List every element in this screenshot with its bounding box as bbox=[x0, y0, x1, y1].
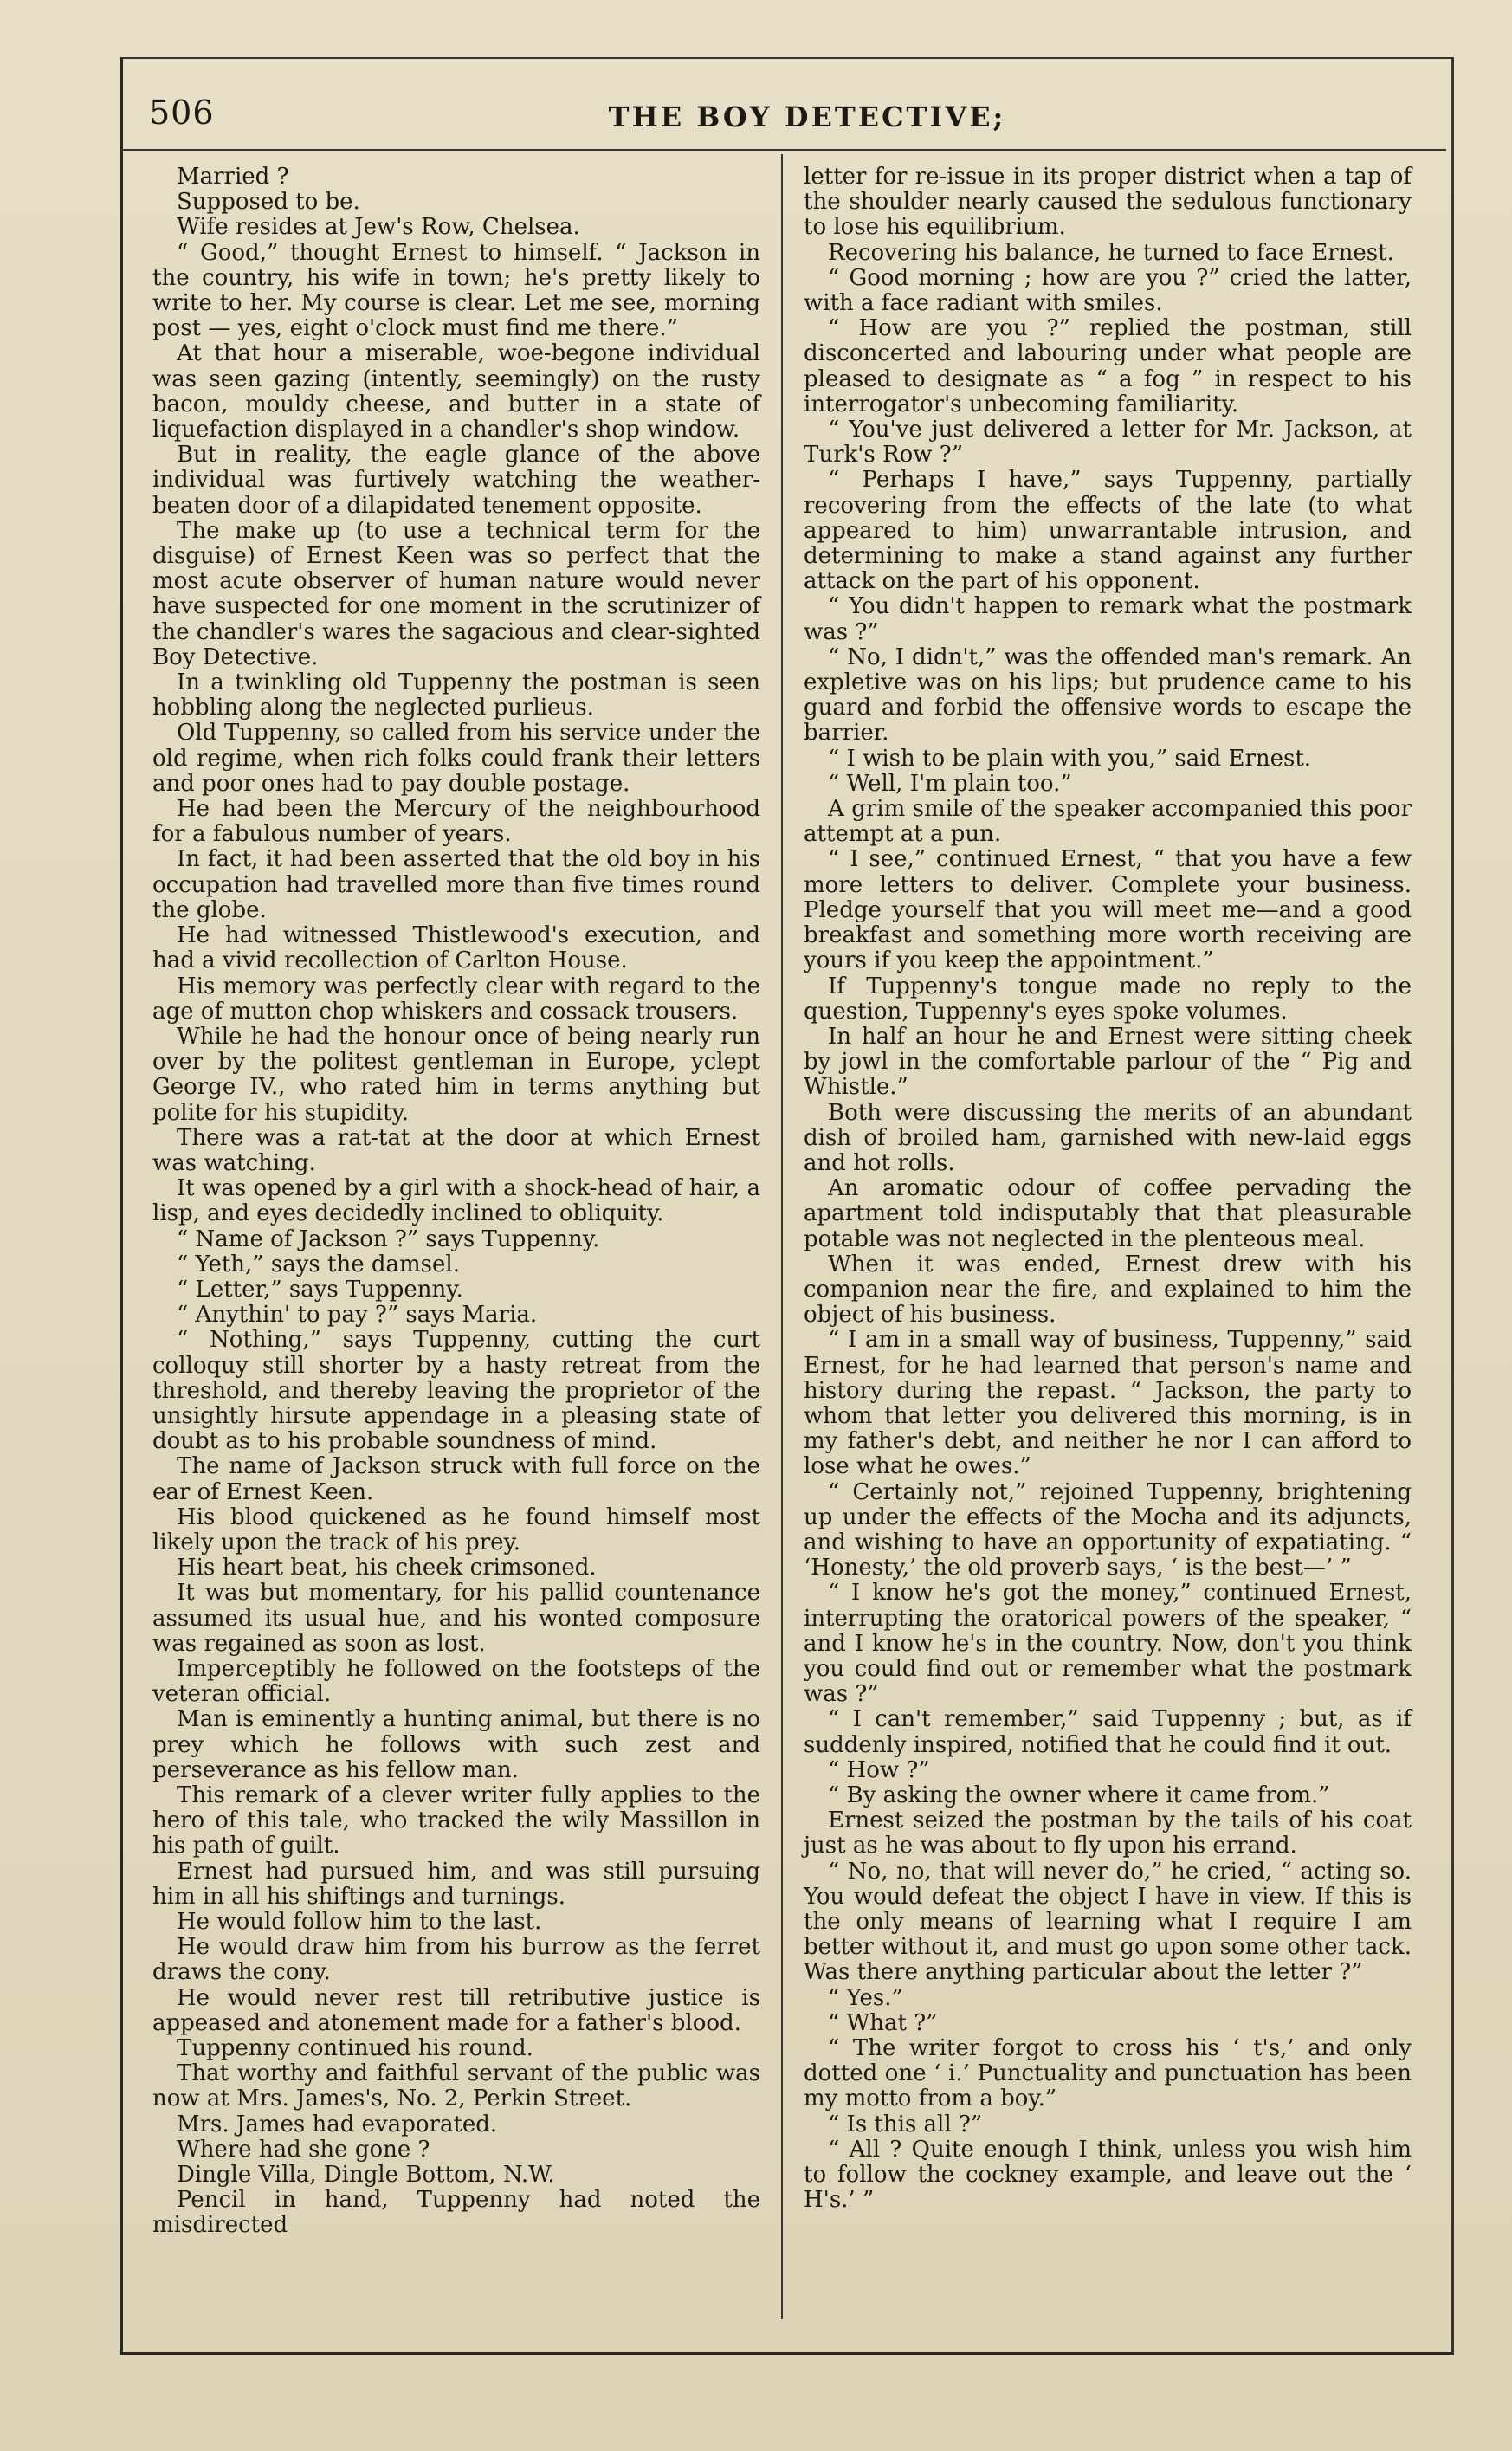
paragraph: letter for re-issue in its proper district when a tap of the shoulder nearly caused the sedulous functionary to lose his equilibrium. bbox=[804, 164, 1412, 241]
paragraph: In a twinkling old Tuppenny the postman is seen hobbling along the neglected purlieus. bbox=[152, 669, 760, 721]
paragraph: Dingle Villa, Dingle Bottom, N.W. bbox=[177, 2162, 555, 2189]
paragraph: At that hour a miserable, woe-begone individual was seen gazing (intently, seemingly) on the rusty bacon, mouldy cheese, and butter in a state of liquefaction displayed in a chandler's shop window. bbox=[152, 340, 760, 443]
paragraph: In half an hour he and Ernest were sitting cheek by jowl in the comfortable parlour of the “ Pig and Whistle.” bbox=[804, 1023, 1412, 1101]
paragraph: Wife resides at Jew's Row, Chelsea. bbox=[177, 214, 580, 241]
paragraph: He had witnessed Thistlewood's execution, and had a vivid recollection of Carlton House. bbox=[152, 922, 760, 974]
paragraph: But in reality, the eagle glance of the above individual was furtively watching the weather-beaten door of a dilapidated tenement opposite. bbox=[152, 442, 760, 519]
paragraph: Both were discussing the merits of an abundant dish of broiled ham, garnished with new-laid eggs and hot rolls. bbox=[804, 1099, 1412, 1176]
paragraph: When it was ended, Ernest drew with his companion near the fire, and explained to him the object of his business. bbox=[804, 1251, 1412, 1329]
paragraph: Ernest had pursued him, and was still pursuing him in all his shiftings and turnings. bbox=[152, 1858, 760, 1910]
paragraph: Where had she gone ? bbox=[177, 2136, 430, 2163]
paragraph: “ I am in a small way of business, Tuppenny,” said Ernest, for he had learned that person's name and history during the repast. “ Jackson, the party to whom that letter you delivered this morning, is in my father's debt, and neither he nor I can afford to lose what he owes.” bbox=[804, 1327, 1412, 1480]
paragraph: “ Perhaps I have,” says Tuppenny, partially recovering from the effects of the late (to what appeared to him) unwarrantable intrusion, and determining to make a stand against any further attack on the part of his opponent. bbox=[804, 467, 1412, 595]
paragraph: Ernest seized the postman by the tails of his coat just as he was about to fly upon his errand. bbox=[804, 1808, 1412, 1859]
paragraph: “ Letter,” says Tuppenny. bbox=[177, 1276, 463, 1303]
paragraph: His memory was perfectly clear with regard to the age of mutton chop whiskers and cossack trousers. bbox=[152, 973, 760, 1025]
paragraph: Pencil in hand, Tuppenny had noted the misdirected bbox=[152, 2187, 760, 2239]
paragraph: “ How ?” bbox=[828, 1756, 930, 1783]
paragraph: “ Is this all ?” bbox=[828, 2111, 983, 2137]
paragraph: “ What ?” bbox=[828, 2009, 938, 2036]
paragraph: Man is eminently a hunting animal, but there is no prey which he follows with such zest and perseverance as his fellow man. bbox=[152, 1706, 760, 1783]
paragraph: While he had the honour once of being nearly run over by the politest gentleman in Europe, yclept George IV., who rated him in terms anything but polite for his stupidity. bbox=[152, 1023, 760, 1126]
paragraph: “ All ? Quite enough I think, unless you wish him to follow the cockney example, and leave out the ‘ H's.’ ” bbox=[804, 2136, 1412, 2214]
paragraph: “ Well, I'm plain too.” bbox=[828, 770, 1072, 797]
paragraph: He had been the Mercury of the neighbourhood for a fabulous number of years. bbox=[152, 796, 760, 848]
paragraph: In fact, it had been asserted that the old boy in his occupation had travelled more than five times round the globe. bbox=[152, 846, 760, 923]
paragraph: There was a rat-tat at the door at which Ernest was watching. bbox=[152, 1124, 760, 1176]
paragraph: He would draw him from his burrow as the ferret draws the cony. bbox=[152, 1934, 760, 1986]
paragraph: It was but momentary, for his pallid countenance assumed its usual hue, and his wonted composure was regained as soon as lost. bbox=[152, 1580, 760, 1657]
paragraph: “ Name of Jackson ?” says Tuppenny. bbox=[177, 1226, 600, 1252]
paragraph: “ Yes.” bbox=[828, 1984, 903, 2011]
header-rule bbox=[121, 149, 1446, 151]
paragraph: His heart beat, his cheek crimsoned. bbox=[177, 1555, 597, 1581]
page-number: 506 bbox=[149, 94, 215, 132]
paragraph: Married ? bbox=[177, 164, 289, 190]
paragraph: Supposed to be. bbox=[177, 189, 360, 216]
paragraph: The make up (to use a technical term for the disguise) of Ernest Keen was so perfect that the most acute observer of human nature would never have suspected for one moment in the scrutinizer of the chandler's wares the sagacious and clear-sighted Boy Detective. bbox=[152, 517, 760, 670]
paragraph: Imperceptibly he followed on the footsteps of the veteran official. bbox=[152, 1655, 760, 1708]
paragraph: Tuppenny continued his round. bbox=[177, 2035, 533, 2062]
paragraph: He would never rest till retributive justice is appeased and atonement made for a father's blood. bbox=[152, 1984, 760, 2036]
paragraph: “ No, no, that will never do,” he cried, “ acting so. You would defeat the object I have in view. If this is the only means of learning what I require I am better without it, and must go upon some other tack. Was there anything particular about the letter ?” bbox=[804, 1858, 1412, 1986]
paragraph: An aromatic odour of coffee pervading the apartment told indisputably that that pleasurable potable was not neglected in the plenteous meal. bbox=[804, 1175, 1412, 1252]
paragraph: “ How are you ?” replied the postman, still disconcerted and labouring under what people are pleased to designate as “ a fog ” in respect to his interrogator's unbecoming familiarity. bbox=[804, 315, 1412, 417]
paragraph: “ I see,” continued Ernest, “ that you have a few more letters to deliver. Complete your business. Pledge yourself that you will meet me—and a good breakfast and something more worth receiving are yours if you keep the appointment.” bbox=[804, 846, 1412, 974]
left-column bbox=[152, 165, 760, 2239]
paragraph: “ Certainly not,” rejoined Tuppenny, brightening up under the effects of the Mocha and its adjuncts, and wishing to have an opportunity of expatiating. “ ‘Honesty,’ the old proverb says, ‘ is the best—’ ” bbox=[804, 1478, 1412, 1581]
paragraph: “ I wish to be plain with you,” said Ernest. bbox=[828, 745, 1312, 772]
page-header bbox=[149, 94, 1431, 142]
paragraph: “ The writer forgot to cross his ‘ t's,’ and only dotted one ‘ i.’ Punctuality and punctuation has been my motto from a boy.” bbox=[804, 2035, 1412, 2112]
paragraph: If Tuppenny's tongue made no reply to the question, Tuppenny's eyes spoke volumes. bbox=[804, 973, 1412, 1025]
paragraph: “ Nothing,” says Tuppenny, cutting the curt colloquy still shorter by a hasty retreat from the threshold, and thereby leaving the proprietor of the unsightly hirsute appendage in a pleasing state of doubt as to his probable soundness of mind. bbox=[152, 1327, 760, 1455]
paragraph: That worthy and faithful servant of the public was now at Mrs. James's, No. 2, Perkin Street. bbox=[152, 2060, 760, 2112]
paragraph: His blood quickened as he found himself most likely upon the track of his prey. bbox=[152, 1504, 760, 1555]
paragraph: “ No, I didn't,” was the offended man's remark. An expletive was on his lips; but prudence came to his guard and forbid the offensive words to escape the barrier. bbox=[804, 643, 1412, 747]
paragraph: “ I know he's got the money,” continued Ernest, interrupting the oratorical powers of the speaker, “ and I know he's in the country. Now, don't you think you could find out or remember what the postmark was ?” bbox=[804, 1580, 1412, 1708]
paragraph: “ By asking the owner where it came from.” bbox=[828, 1782, 1330, 1808]
paragraph: Old Tuppenny, so called from his service under the old regime, when rich folks could frank their letters and poor ones had to pay double postage. bbox=[152, 720, 760, 797]
running-title: THE BOY DETECTIVE; bbox=[608, 100, 1006, 133]
paragraph: “ Good,” thought Ernest to himself. “ Jackson in the country, his wife in town; he's pretty likely to write to her. My course is clear. Let me see, morning post — yes, eight o'clock must find me there.” bbox=[152, 239, 760, 342]
paragraph: “ You've just delivered a letter for Mr. Jackson, at Turk's Row ?” bbox=[804, 417, 1412, 469]
paragraph: Mrs. James had evaporated. bbox=[177, 2111, 498, 2137]
paragraph: “ Anythin' to pay ?” says Maria. bbox=[177, 1302, 538, 1329]
paragraph: It was opened by a girl with a shock-head of hair, a lisp, and eyes decidedly inclined to obliquity. bbox=[152, 1175, 760, 1227]
paragraph: He would follow him to the last. bbox=[177, 1909, 542, 1936]
paragraph: “ You didn't happen to remark what the postmark was ?” bbox=[804, 593, 1412, 645]
column-divider bbox=[781, 154, 783, 2319]
paragraph: “ Yeth,” says the damsel. bbox=[177, 1251, 460, 1277]
paragraph: “ Good morning ; how are you ?” cried the latter, with a face radiant with smiles. bbox=[804, 264, 1412, 317]
paragraph: “ I can't remember,” said Tuppenny ; but, as if suddenly inspired, notified that he could find it out. bbox=[804, 1706, 1412, 1758]
paragraph: A grim smile of the speaker accompanied this poor attempt at a pun. bbox=[804, 796, 1412, 848]
paragraph: Recovering his balance, he turned to face Ernest. bbox=[828, 239, 1394, 266]
paragraph: This remark of a clever writer fully applies to the hero of this tale, who tracked the wily Massillon in his path of guilt. bbox=[152, 1782, 760, 1859]
paragraph: The name of Jackson struck with full force on the ear of Ernest Keen. bbox=[152, 1453, 760, 1505]
right-column bbox=[804, 165, 1412, 2213]
